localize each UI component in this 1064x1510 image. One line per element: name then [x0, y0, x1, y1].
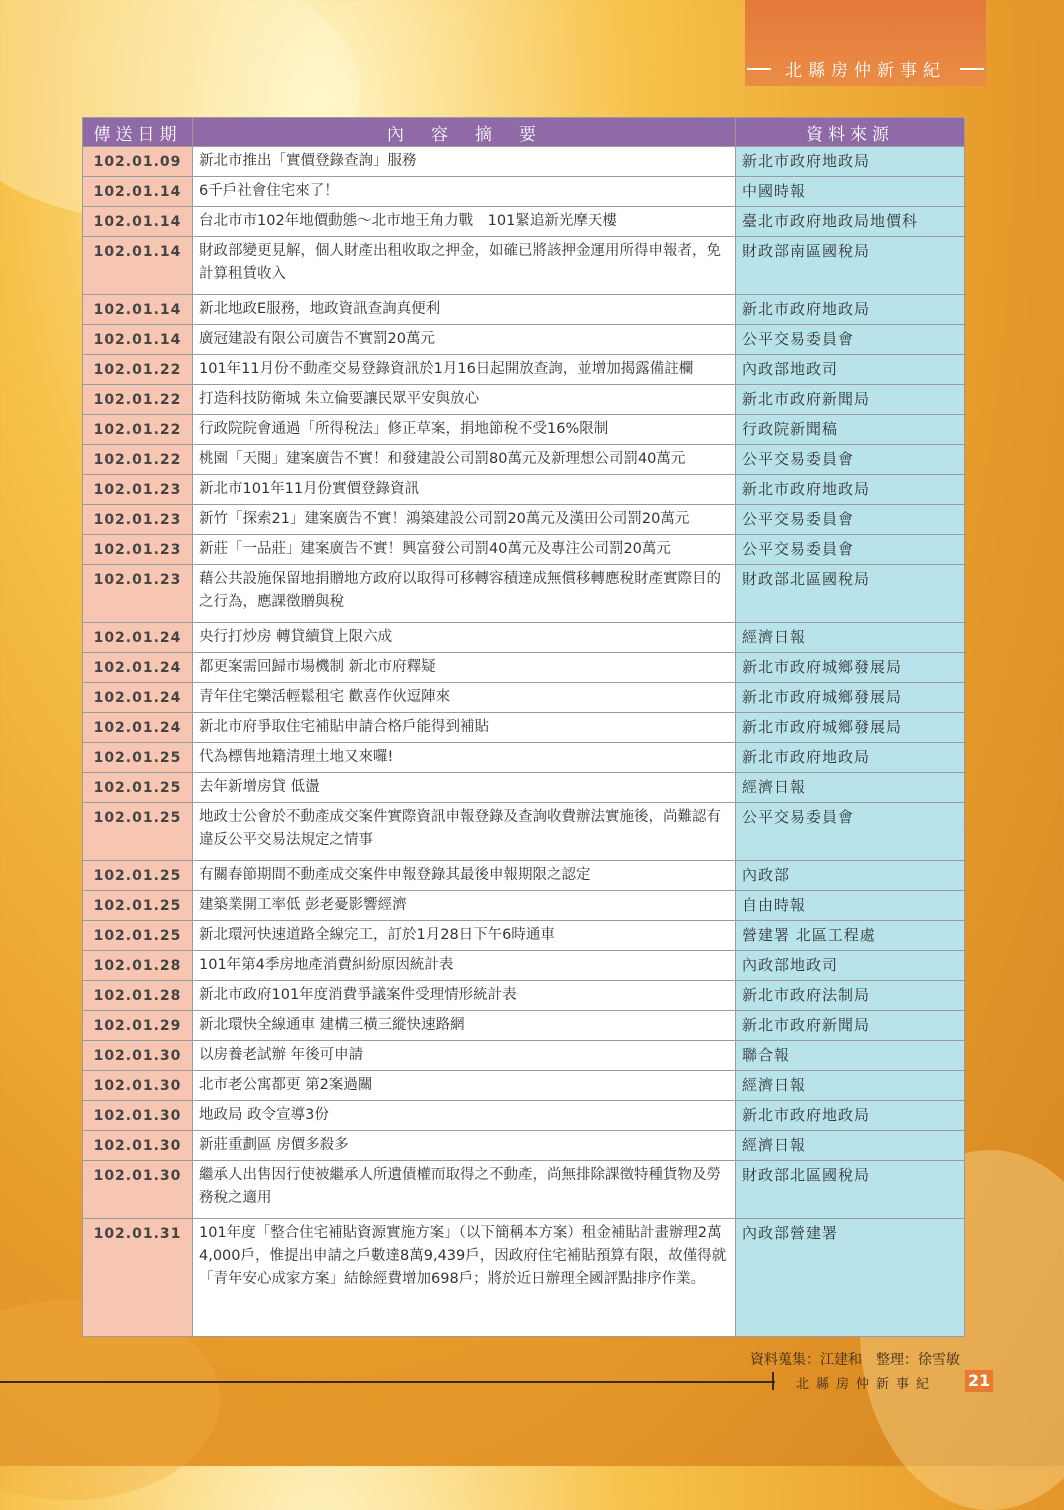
table-body: [83, 147, 965, 1337]
content-cell: 青年住宅樂活輕鬆租宅 歡喜作伙逗陣來: [193, 683, 736, 713]
source-cell: 內政部地政司: [736, 355, 965, 385]
date-cell: 102.01.22: [83, 415, 193, 445]
table-row: [83, 1101, 965, 1131]
content-cell: 101年第4季房地產消費糾紛原因統計表: [193, 951, 736, 981]
title-line-right: [960, 68, 984, 70]
date-cell: 102.01.14: [83, 207, 193, 237]
source-cell: 財政部北區國稅局: [736, 1161, 965, 1219]
content-cell: 行政院院會通過「所得稅法」修正草案，捐地節稅不受16%限制: [193, 415, 736, 445]
source-cell: 公平交易委員會: [736, 803, 965, 861]
table-row: [83, 713, 965, 743]
content-cell: 新北市推出「實價登錄查詢」服務: [193, 147, 736, 177]
content-cell: 打造科技防衛城 朱立倫要讓民眾平安與放心: [193, 385, 736, 415]
date-cell: 102.01.25: [83, 861, 193, 891]
table-row: [83, 355, 965, 385]
date-cell: 102.01.29: [83, 1011, 193, 1041]
source-cell: 新北市政府地政局: [736, 295, 965, 325]
footer-magazine-name: 北縣房仲新事紀: [796, 1377, 937, 1392]
date-cell: 102.01.14: [83, 325, 193, 355]
content-cell: 新北市101年11月份實價登錄資訊: [193, 475, 736, 505]
source-cell: 新北市政府法制局: [736, 981, 965, 1011]
content-cell: 建築業開工率低 彭老憂影響經濟: [193, 891, 736, 921]
source-cell: 經濟日報: [736, 773, 965, 803]
source-cell: 新北市政府新聞局: [736, 385, 965, 415]
content-cell: 都更案需回歸市場機制 新北市府釋疑: [193, 653, 736, 683]
table-row: [83, 683, 965, 713]
credit-line: 資料蒐集：江建和 整理：徐雪敏: [750, 1352, 960, 1368]
date-cell: 102.01.14: [83, 177, 193, 207]
source-cell: 中國時報: [736, 177, 965, 207]
page-number: 21: [965, 1370, 993, 1392]
content-cell: 央行打炒房 轉貸續貸上限六成: [193, 623, 736, 653]
content-cell: 新莊「一品莊」建案廣告不實！興富發公司罰40萬元及專注公司罰20萬元: [193, 535, 736, 565]
date-cell: 102.01.23: [83, 505, 193, 535]
content-cell: 桃園「天閱」建案廣告不實！和發建設公司罰80萬元及新理想公司罰40萬元: [193, 445, 736, 475]
source-cell: 財政部北區國稅局: [736, 565, 965, 623]
content-cell: 廣冠建設有限公司廣告不實罰20萬元: [193, 325, 736, 355]
content-cell: 有關春節期間不動產成交案件申報登錄其最後申報期限之認定: [193, 861, 736, 891]
magazine-title-tab: [745, 0, 986, 86]
source-cell: 新北市政府地政局: [736, 147, 965, 177]
date-cell: 102.01.25: [83, 803, 193, 861]
source-cell: 內政部地政司: [736, 951, 965, 981]
column-header-content: 內 容 摘 要: [193, 118, 736, 147]
content-cell: 代為標售地籍清理土地又來囉!: [193, 743, 736, 773]
source-cell: 新北市政府地政局: [736, 743, 965, 773]
source-cell: 新北市政府城鄉發展局: [736, 713, 965, 743]
date-cell: 102.01.30: [83, 1161, 193, 1219]
table-row: [83, 1041, 965, 1071]
source-cell: 經濟日報: [736, 1071, 965, 1101]
date-cell: 102.01.30: [83, 1131, 193, 1161]
table-row: [83, 1131, 965, 1161]
date-cell: 102.01.30: [83, 1101, 193, 1131]
table-row: [83, 623, 965, 653]
table-row: [83, 891, 965, 921]
content-cell: 繼承人出售因行使被繼承人所遺債權而取得之不動產，尚無排除課徵特種貨物及勞務稅之適用: [193, 1161, 736, 1219]
table-row: [83, 385, 965, 415]
table-row: [83, 1219, 965, 1337]
table-row: [83, 743, 965, 773]
source-cell: 新北市政府城鄉發展局: [736, 683, 965, 713]
content-cell: 財政部變更見解，個人財產出租收取之押金，如確已將該押金運用所得申報者，免計算租賃收入: [193, 237, 736, 295]
source-cell: 財政部南區國稅局: [736, 237, 965, 295]
date-cell: 102.01.25: [83, 891, 193, 921]
date-cell: 102.01.22: [83, 445, 193, 475]
content-cell: 101年度「整合住宅補貼資源實施方案」（以下簡稱本方案）租金補貼計畫辦理2萬4,000戶，惟提出申請之戶數達8萬9,439戶，因政府住宅補貼預算有限，故僅得就「青年安心成家方案」結餘經費增加698戶；將於近日辦理全國評點排序作業。: [193, 1219, 736, 1337]
table-row: [83, 445, 965, 475]
date-cell: 102.01.25: [83, 773, 193, 803]
date-cell: 102.01.24: [83, 623, 193, 653]
content-cell: 新北環快全線通車 建構三橫三縱快速路網: [193, 1011, 736, 1041]
source-cell: 公平交易委員會: [736, 325, 965, 355]
content-cell: 新北地政E服務，地政資訊查詢真便利: [193, 295, 736, 325]
source-cell: 新北市政府新聞局: [736, 1011, 965, 1041]
date-cell: 102.01.24: [83, 713, 193, 743]
date-cell: 102.01.09: [83, 147, 193, 177]
date-cell: 102.01.23: [83, 475, 193, 505]
date-cell: 102.01.25: [83, 743, 193, 773]
content-cell: 藉公共設施保留地捐贈地方政府以取得可移轉容積達成無償移轉應稅財產實際目的之行為，應課徵贈與稅: [193, 565, 736, 623]
table-row: [83, 921, 965, 951]
table-row: [83, 653, 965, 683]
source-cell: 公平交易委員會: [736, 445, 965, 475]
source-cell: 聯合報: [736, 1041, 965, 1071]
date-cell: 102.01.14: [83, 237, 193, 295]
table-header-row: [83, 118, 965, 147]
source-cell: 新北市政府城鄉發展局: [736, 653, 965, 683]
table-row: [83, 981, 965, 1011]
content-cell: 6千戶社會住宅來了！: [193, 177, 736, 207]
date-cell: 102.01.22: [83, 355, 193, 385]
table-row: [83, 535, 965, 565]
source-cell: 內政部營建署: [736, 1219, 965, 1337]
content-cell: 去年新增房貸 低盪: [193, 773, 736, 803]
content-cell: 新莊重劃區 房價多殺多: [193, 1131, 736, 1161]
source-cell: 行政院新聞稿: [736, 415, 965, 445]
source-cell: 公平交易委員會: [736, 505, 965, 535]
date-cell: 102.01.23: [83, 565, 193, 623]
table-row: [83, 295, 965, 325]
table-row: [83, 237, 965, 295]
column-header-date: 傳送日期: [83, 118, 193, 147]
news-table: [82, 117, 965, 1337]
content-cell: 地政士公會於不動產成交案件實際資訊申報登錄及查詢收費辦法實施後，尚難認有違反公平交易法規定之情事: [193, 803, 736, 861]
magazine-title: 北縣房仲新事紀: [785, 61, 946, 81]
date-cell: 102.01.28: [83, 981, 193, 1011]
date-cell: 102.01.30: [83, 1041, 193, 1071]
content-cell: 新北市府爭取住宅補貼申請合格戶能得到補貼: [193, 713, 736, 743]
date-cell: 102.01.30: [83, 1071, 193, 1101]
date-cell: 102.01.24: [83, 653, 193, 683]
source-cell: 臺北市政府地政局地價科: [736, 207, 965, 237]
date-cell: 102.01.23: [83, 535, 193, 565]
table-row: [83, 803, 965, 861]
date-cell: 102.01.25: [83, 921, 193, 951]
date-cell: 102.01.31: [83, 1219, 193, 1337]
content-cell: 北市老公寓都更 第2案過關: [193, 1071, 736, 1101]
content-cell: 以房養老試辦 年後可申請: [193, 1041, 736, 1071]
table-row: [83, 147, 965, 177]
content-cell: 新北環河快速道路全線完工，訂於1月28日下午6時通車: [193, 921, 736, 951]
table-row: [83, 565, 965, 623]
column-header-source: 資料來源: [736, 118, 965, 147]
source-cell: 營建署 北區工程處: [736, 921, 965, 951]
footer-rule: [0, 1381, 775, 1383]
table-row: [83, 415, 965, 445]
table-row: [83, 1011, 965, 1041]
date-cell: 102.01.14: [83, 295, 193, 325]
table-row: [83, 505, 965, 535]
content-cell: 台北市市102年地價動態～北市地王角力戰 101緊追新光摩天樓: [193, 207, 736, 237]
table-row: [83, 475, 965, 505]
source-cell: 新北市政府地政局: [736, 1101, 965, 1131]
table-row: [83, 325, 965, 355]
source-cell: 經濟日報: [736, 1131, 965, 1161]
table-row: [83, 1161, 965, 1219]
content-cell: 101年11月份不動產交易登錄資訊於1月16日起開放查詢，並增加揭露備註欄: [193, 355, 736, 385]
source-cell: 經濟日報: [736, 623, 965, 653]
date-cell: 102.01.28: [83, 951, 193, 981]
table-row: [83, 207, 965, 237]
source-cell: 新北市政府地政局: [736, 475, 965, 505]
footer-rule-tick: [772, 1372, 774, 1390]
table-row: [83, 861, 965, 891]
table-row: [83, 951, 965, 981]
date-cell: 102.01.22: [83, 385, 193, 415]
table-row: [83, 773, 965, 803]
content-cell: 新竹「探索21」建案廣告不實！鴻築建設公司罰20萬元及漢田公司罰20萬元: [193, 505, 736, 535]
source-cell: 內政部: [736, 861, 965, 891]
source-cell: 自由時報: [736, 891, 965, 921]
table-row: [83, 177, 965, 207]
content-cell: 新北市政府101年度消費爭議案件受理情形統計表: [193, 981, 736, 1011]
content-cell: 地政局 政令宣導3份: [193, 1101, 736, 1131]
source-cell: 公平交易委員會: [736, 535, 965, 565]
date-cell: 102.01.24: [83, 683, 193, 713]
table-row: [83, 1071, 965, 1101]
